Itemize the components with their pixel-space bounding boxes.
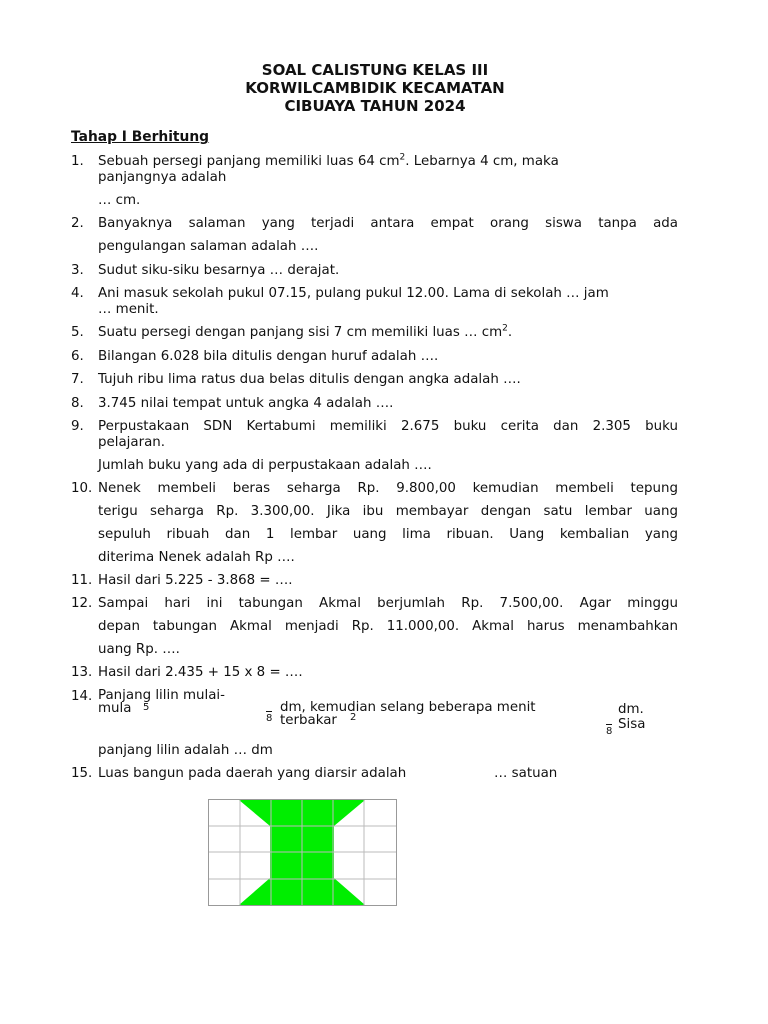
section-heading: Tahap I Berhitung	[71, 129, 210, 145]
question-number: 6.	[71, 349, 84, 364]
question-12	[71, 596, 678, 612]
question-12-line-2: depan tabungan Akmal menjadi Rp. 11.000,00. Akmal harus menambahkan	[98, 619, 678, 634]
question-2-line-2: pengulangan salaman adalah ….	[98, 239, 319, 254]
fraction-1-numerator: 5	[143, 702, 150, 713]
question-number: 7.	[71, 372, 84, 387]
question-text: Sudut siku-siku besarnya … derajat.	[98, 263, 340, 278]
fraction-1-denominator: 8	[266, 713, 273, 724]
question-number: 2.	[71, 216, 84, 231]
question-text: Hasil dari 2.435 + 15 x 8 = ….	[98, 665, 303, 680]
shaded-grid-figure	[208, 799, 398, 907]
question-9	[71, 419, 678, 451]
question-14-part-c: dm. Sisa	[618, 702, 646, 732]
fraction-1-bar	[266, 711, 272, 712]
question-10-line-3: sepuluh ribuah dan 1 lembar uang lima ribuan. Uang kembalian yang	[98, 527, 678, 542]
question-number: 9.	[71, 419, 84, 434]
question-text: Nenek membeli beras seharga Rp. 9.800,00 kemudian membeli tepung	[98, 481, 678, 496]
question-number: 15.	[71, 766, 93, 781]
question-10-line-4: diterima Nenek adalah Rp ….	[98, 550, 295, 565]
question-text: Banyaknya salaman yang terjadi antara empat orang siswa tanpa ada	[98, 216, 678, 231]
question-text: Suatu persegi dengan panjang sisi 7 cm memiliki luas … $cm^2$.	[98, 323, 513, 340]
question-1	[71, 154, 678, 186]
question-text: 3.745 nilai tempat untuk angka 4 adalah ….	[98, 396, 394, 411]
question-9-line-3: Jumlah buku yang ada di perpustakaan adalah ….	[98, 458, 432, 473]
question-3	[71, 263, 678, 279]
question-text: Luas bangun pada daerah yang diarsir adalah	[98, 766, 407, 781]
question-number: 3.	[71, 263, 84, 278]
grid-lines	[208, 799, 397, 906]
title-line-2: KORWILCAMBIDIK KECAMATAN	[245, 79, 505, 97]
question-12-line-3: uang Rp. ….	[98, 642, 180, 657]
question-15	[71, 766, 678, 782]
title-line-1: SOAL CALISTUNG KELAS III	[261, 61, 489, 79]
question-text: Sebuah persegi panjang memiliki luas 64 $cm^2$. Lebarnya 4 cm, maka panjangnya adalah	[98, 152, 559, 185]
question-4	[71, 286, 678, 318]
question-number: 4.	[71, 286, 84, 301]
question-8	[71, 396, 678, 412]
fraction-2-bar	[606, 724, 612, 725]
question-number: 12.	[71, 596, 93, 611]
question-1-answer: … cm.	[98, 193, 141, 208]
question-6	[71, 349, 678, 365]
question-text: Tujuh ribu lima ratus dua belas ditulis dengan angka adalah ….	[98, 372, 521, 387]
question-number: 5.	[71, 325, 84, 340]
question-13	[71, 665, 678, 681]
question-text: Ani masuk sekolah pukul 07.15, pulang pukul 12.00. Lama di sekolah … jam … menit.	[98, 286, 609, 317]
question-2	[71, 216, 678, 232]
question-14-line-2: panjang lilin adalah … dm	[98, 743, 273, 758]
fraction-2-numerator: 2	[350, 712, 357, 723]
question-14-part-a: Panjang lilin mulai- mula	[98, 688, 225, 716]
question-number: 11.	[71, 573, 93, 588]
question-text: Hasil dari 5.225 - 3.868 = ….	[98, 573, 293, 588]
question-10-line-2: terigu seharga Rp. 3.300,00. Jika ibu membayar dengan satu lembar uang	[98, 504, 678, 519]
question-14-part-b: dm, kemudian selang beberapa menit terbakar	[280, 700, 536, 728]
fraction-2-denominator: 8	[606, 726, 613, 737]
question-number: 8.	[71, 396, 84, 411]
question-number: 10.	[71, 481, 93, 496]
question-text: Sampai hari ini tabungan Akmal berjumlah Rp. 7.500,00. Agar minggu	[98, 596, 678, 611]
question-7	[71, 372, 678, 388]
question-number: 1.	[71, 154, 84, 169]
question-11	[71, 573, 678, 589]
question-text: Bilangan 6.028 bila ditulis dengan huruf adalah ….	[98, 349, 439, 364]
question-number: 13.	[71, 665, 93, 680]
question-5	[71, 325, 678, 341]
question-10	[71, 481, 678, 497]
question-15-answer: … satuan	[494, 766, 558, 781]
question-number: 14.	[71, 689, 93, 704]
title-line-3: CIBUAYA TAHUN 2024	[284, 97, 466, 115]
question-text: Perpustakaan SDN Kertabumi memiliki 2.675 buku cerita dan 2.305 buku pelajaran.	[98, 419, 678, 450]
